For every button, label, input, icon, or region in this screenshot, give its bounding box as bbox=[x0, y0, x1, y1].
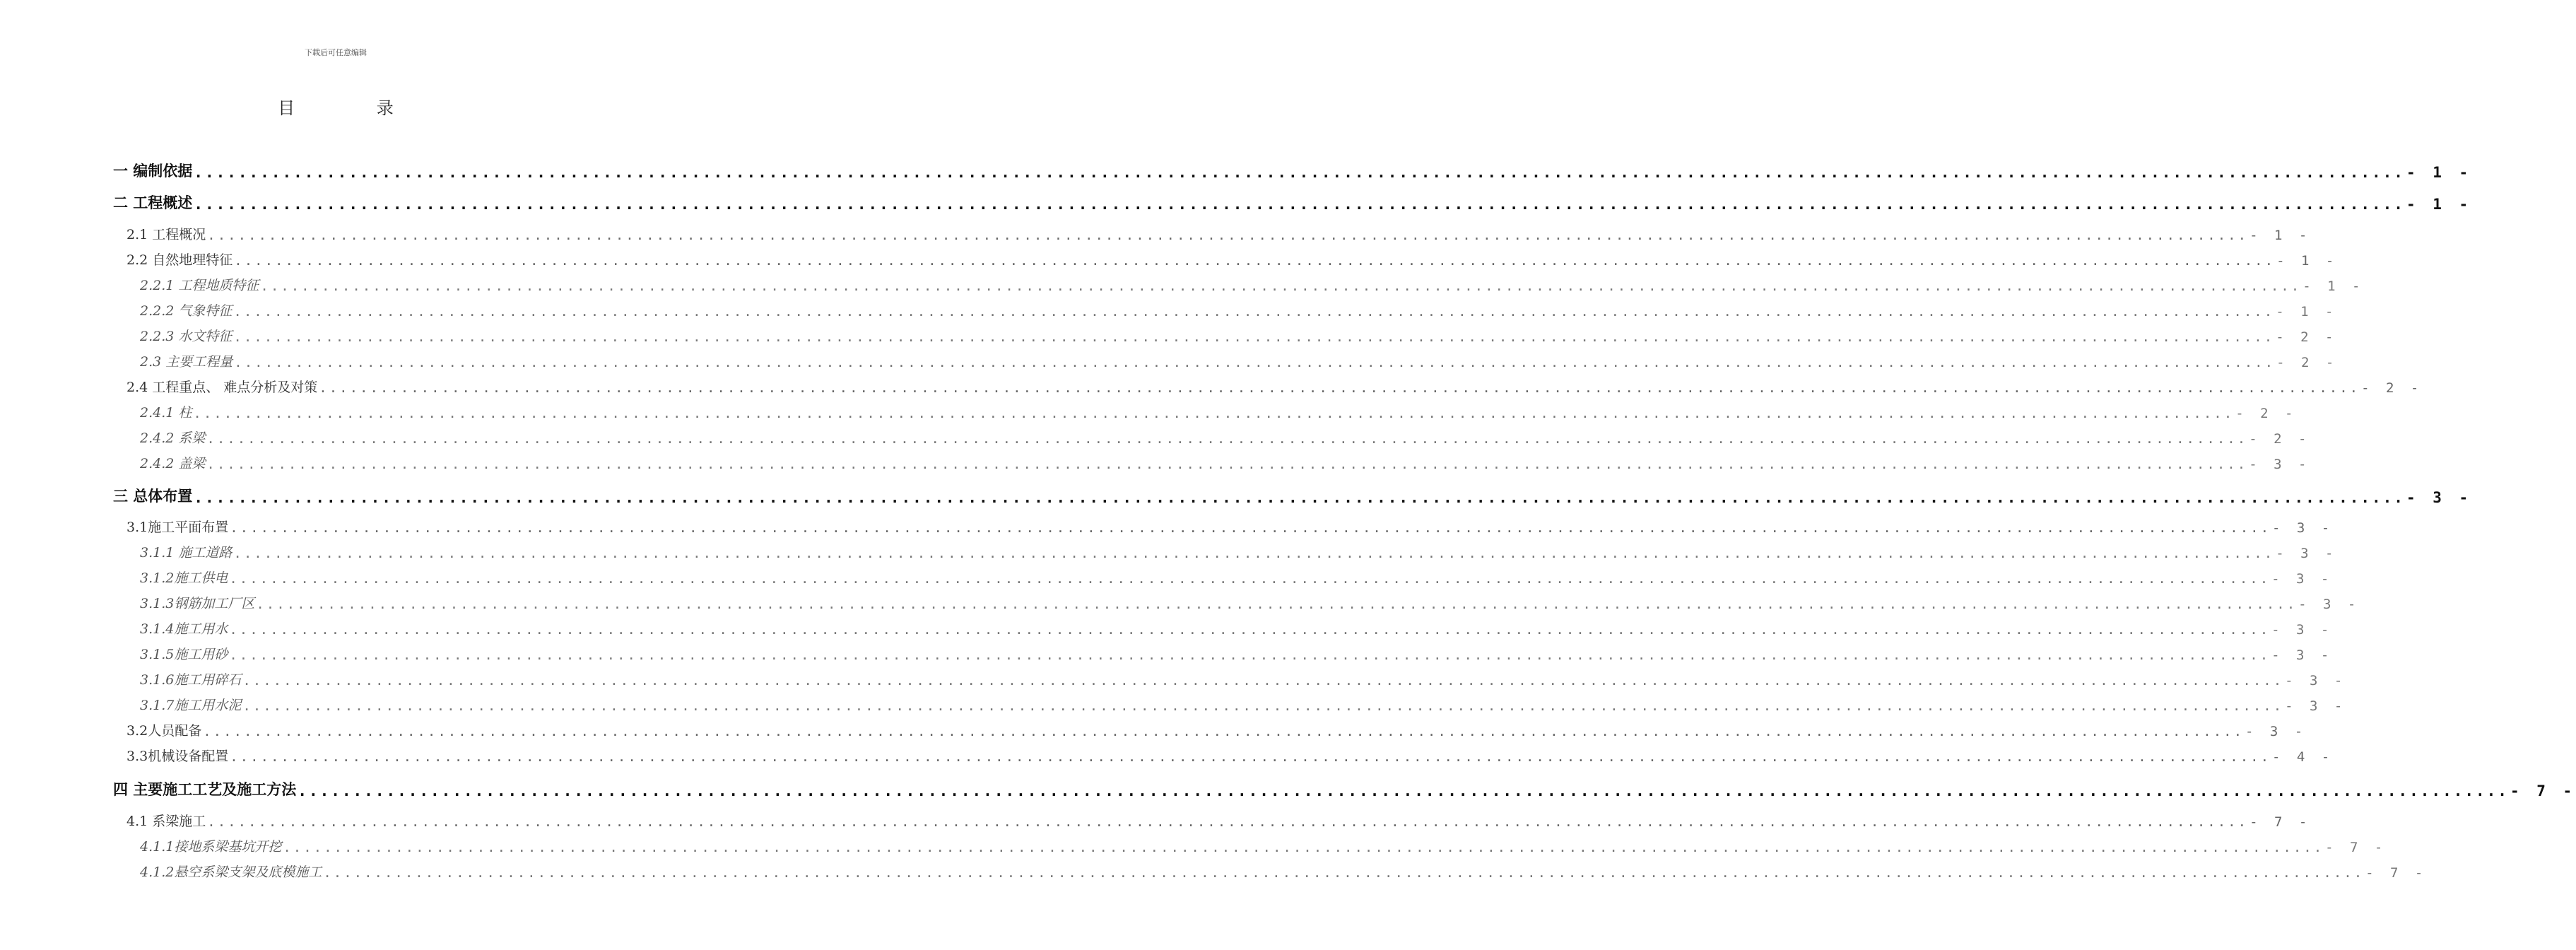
toc-leader-dots: ........................................................................................................................................................................................................ bbox=[323, 865, 2365, 881]
toc-entry[interactable] bbox=[140, 669, 2347, 688]
toc-entry-label: 2.2 自然地理特征 bbox=[127, 252, 233, 268]
toc-entry-page: - 3 - bbox=[2406, 489, 2473, 506]
toc-entry[interactable] bbox=[140, 542, 2338, 561]
toc-entry-page: - 2 - bbox=[2276, 329, 2338, 345]
toc-entry[interactable] bbox=[127, 811, 2312, 830]
toc-leader-dots: ........................................................................................................................................................................................................ bbox=[256, 597, 2298, 612]
toc-entry-page: - 1 - bbox=[2276, 253, 2339, 269]
toc-entry[interactable] bbox=[127, 720, 2307, 739]
toc-entry-page: - 3 - bbox=[2249, 457, 2311, 472]
toc-entry-label: 2.2.2 气象特征 bbox=[140, 303, 233, 319]
toc-leader-dots: ........................................................................................................................................................................................................ bbox=[298, 782, 2509, 799]
toc-leader-dots: ........................................................................................................................................................................................................ bbox=[194, 196, 2405, 213]
toc-entry-label: 4.1 系梁施工 bbox=[127, 814, 206, 829]
toc-entry-page: - 7 - bbox=[2249, 814, 2312, 830]
toc-entry[interactable] bbox=[140, 428, 2311, 447]
toc-entry[interactable] bbox=[113, 778, 2576, 799]
toc-entry-label: 3.3机械设备配置 bbox=[127, 749, 229, 764]
toc-entry-label: 3.1.2施工供电 bbox=[140, 570, 228, 586]
toc-entry-label: 2.3 主要工程量 bbox=[140, 354, 233, 370]
toc-entry-page: - 1 - bbox=[2406, 164, 2473, 181]
toc-leader-dots: ........................................................................................................................................................................................................ bbox=[194, 489, 2405, 506]
toc-entry-page: - 7 - bbox=[2325, 840, 2387, 855]
toc-leader-dots: ........................................................................................................................................................................................................ bbox=[283, 840, 2324, 855]
toc-entry-label: 2.4.2 系梁 bbox=[140, 430, 206, 446]
toc-leader-dots: ........................................................................................................................................................................................................ bbox=[230, 749, 2271, 765]
toc-entry-page: - 1 - bbox=[2406, 196, 2473, 213]
toc-entry-label: 四 主要施工工艺及施工方法 bbox=[113, 781, 297, 798]
header-note: 下载后可任意编辑 bbox=[305, 48, 367, 57]
toc-leader-dots: ........................................................................................................................................................................................................ bbox=[233, 304, 2275, 319]
toc-leader-dots: ........................................................................................................................................................................................................ bbox=[233, 546, 2275, 561]
toc-entry[interactable] bbox=[127, 224, 2312, 243]
toc-leader-dots: ........................................................................................................................................................................................................ bbox=[260, 278, 2302, 294]
toc-entry-page: - 3 - bbox=[2285, 698, 2347, 714]
toc-entry[interactable] bbox=[140, 275, 2365, 294]
toc-leader-dots: ........................................................................................................................................................................................................ bbox=[206, 457, 2248, 472]
toc-entry[interactable] bbox=[140, 593, 2360, 612]
toc-entry-page: - 2 - bbox=[2249, 431, 2311, 447]
toc-leader-dots: ........................................................................................................................................................................................................ bbox=[229, 647, 2271, 663]
toc-entry-label: 3.1.1 施工道路 bbox=[140, 545, 233, 561]
toc-entry-page: - 1 - bbox=[2249, 228, 2312, 243]
toc-leader-dots: ........................................................................................................................................................................................................ bbox=[194, 164, 2405, 181]
toc-entry[interactable] bbox=[127, 377, 2423, 396]
toc-entry-page: - 3 - bbox=[2271, 622, 2334, 638]
toc-entry[interactable] bbox=[113, 160, 2473, 181]
toc-entry[interactable] bbox=[113, 192, 2473, 213]
toc-title: 目 录 bbox=[278, 98, 432, 118]
toc-leader-dots: ........................................................................................................................................................................................................ bbox=[229, 571, 2271, 587]
toc-leader-dots: ........................................................................................................................................................................................................ bbox=[229, 622, 2271, 638]
toc-entry[interactable] bbox=[127, 250, 2339, 269]
toc-entry-page: - 7 - bbox=[2365, 865, 2428, 881]
toc-leader-dots: ........................................................................................................................................................................................................ bbox=[207, 228, 2249, 243]
toc-entry-label: 3.1.5施工用砂 bbox=[140, 647, 228, 662]
toc-entry[interactable] bbox=[127, 517, 2334, 536]
toc-entry-label: 三 总体布置 bbox=[113, 488, 193, 505]
toc-entry[interactable] bbox=[127, 746, 2334, 765]
toc-entry[interactable] bbox=[140, 326, 2338, 345]
toc-leader-dots: ........................................................................................................................................................................................................ bbox=[206, 431, 2248, 447]
toc-entry-label: 2.1 工程概况 bbox=[127, 227, 206, 242]
toc-leader-dots: ........................................................................................................................................................................................................ bbox=[203, 724, 2245, 739]
toc-entry-page: - 2 - bbox=[2276, 355, 2339, 370]
toc-entry-page: - 3 - bbox=[2276, 546, 2338, 561]
toc-entry-label: 2.2.3 水文特征 bbox=[140, 329, 233, 344]
toc-entry-label: 3.1.6施工用碎石 bbox=[140, 672, 242, 688]
toc-leader-dots: ........................................................................................................................................................................................................ bbox=[193, 406, 2235, 421]
toc-entry-label: 2.4.2 盖梁 bbox=[140, 456, 206, 471]
toc-entry-label: 3.1.4施工用水 bbox=[140, 621, 228, 637]
toc-entry-page: - 3 - bbox=[2285, 673, 2347, 688]
toc-leader-dots: ........................................................................................................................................................................................................ bbox=[242, 698, 2284, 714]
toc-entry[interactable] bbox=[140, 568, 2334, 587]
toc-entry-page: - 2 - bbox=[2235, 406, 2298, 421]
toc-entry-label: 一 编制依据 bbox=[113, 163, 193, 180]
toc-entry[interactable] bbox=[140, 695, 2347, 714]
toc-leader-dots: ........................................................................................................................................................................................................ bbox=[234, 253, 2276, 269]
toc-entry[interactable] bbox=[140, 300, 2338, 319]
toc-entry-label: 3.1施工平面布置 bbox=[127, 520, 229, 535]
toc-entry-page: - 1 - bbox=[2302, 278, 2365, 294]
toc-entry-page: - 4 - bbox=[2272, 749, 2334, 765]
toc-entry[interactable] bbox=[140, 402, 2298, 421]
toc-leader-dots: ........................................................................................................................................................................................................ bbox=[230, 520, 2271, 536]
toc-entry-page: - 3 - bbox=[2271, 571, 2334, 587]
toc-entry[interactable] bbox=[140, 351, 2339, 370]
toc-entry[interactable] bbox=[140, 618, 2334, 638]
toc-leader-dots: ........................................................................................................................................................................................................ bbox=[242, 673, 2284, 688]
toc-entry-label: 4.1.2悬空系梁支架及底模施工 bbox=[140, 864, 322, 880]
toc-entry[interactable] bbox=[140, 862, 2428, 881]
toc-entry-page: - 3 - bbox=[2271, 647, 2334, 663]
toc-entry-page: - 1 - bbox=[2276, 304, 2338, 319]
toc-entry-label: 3.1.3钢筋加工厂区 bbox=[140, 596, 255, 611]
toc-entry-page: - 3 - bbox=[2245, 724, 2307, 739]
toc-leader-dots: ........................................................................................................................................................................................................ bbox=[207, 814, 2249, 830]
toc-entry-page: - 7 - bbox=[2510, 782, 2576, 799]
toc-entry-label: 2.2.1 工程地质特征 bbox=[140, 278, 259, 293]
toc-entry[interactable] bbox=[140, 453, 2311, 472]
toc-entry-page: - 3 - bbox=[2272, 520, 2334, 536]
toc-leader-dots: ........................................................................................................................................................................................................ bbox=[234, 355, 2276, 370]
toc-leader-dots: ........................................................................................................................................................................................................ bbox=[233, 329, 2275, 345]
toc-entry-label: 3.1.7施工用水泥 bbox=[140, 698, 242, 713]
toc-entry-label: 3.2人员配备 bbox=[127, 723, 202, 739]
toc-leader-dots: ........................................................................................................................................................................................................ bbox=[319, 380, 2360, 396]
toc-entry-label: 2.4.1 柱 bbox=[140, 405, 192, 421]
toc-entry-page: - 3 - bbox=[2298, 597, 2360, 612]
toc-entry-label: 4.1.1接地系梁基坑开挖 bbox=[140, 839, 282, 855]
toc-entry[interactable] bbox=[113, 485, 2473, 506]
toc-entry[interactable] bbox=[140, 644, 2334, 663]
toc-entry-label: 二 工程概述 bbox=[113, 194, 193, 211]
toc-entry-page: - 2 - bbox=[2361, 380, 2423, 396]
toc-entry[interactable] bbox=[140, 836, 2387, 855]
toc-entry-label: 2.4 工程重点、 难点分析及对策 bbox=[127, 380, 318, 395]
